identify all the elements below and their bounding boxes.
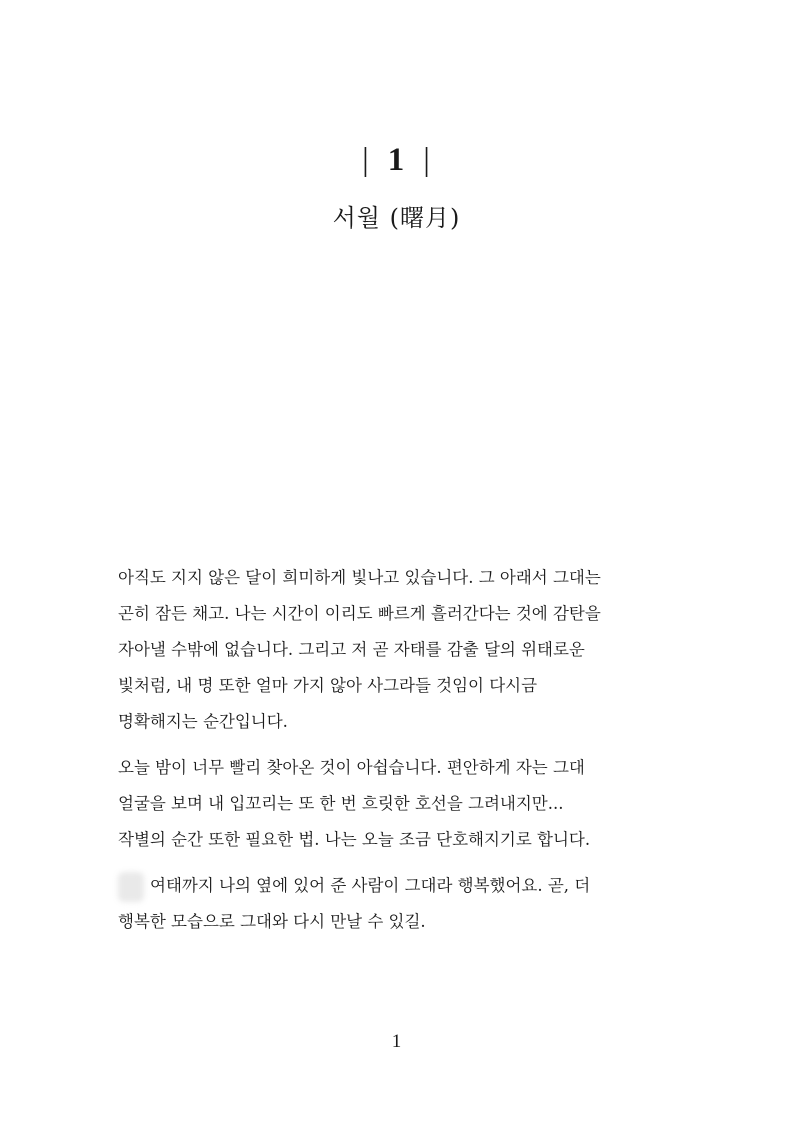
text-line-with-smudge (118, 868, 678, 904)
text-line: 빛처럼, 내 명 또한 얼마 가지 않아 사그라들 것임이 다시금 (118, 676, 538, 695)
text-line: 행복한 모습으로 그대와 다시 만날 수 있길. (118, 912, 426, 931)
text-line: 곤히 잠든 채고. 나는 시간이 이리도 빠르게 흘러간다는 것에 감탄을 (118, 604, 601, 623)
text-line: 아직도 지지 않은 달이 희미하게 빛나고 있습니다. 그 아래서 그대는 (118, 568, 601, 587)
text-line-content: 여태까지 나의 옆에 있어 준 사람이 그대라 행복했어요. 곧, 더 (150, 876, 591, 895)
text-line: 명확해지는 순간입니다. (118, 712, 288, 731)
chapter-number (0, 138, 793, 182)
text-line: 작별의 순간 또한 필요한 법. 나는 오늘 조금 단호해지기로 합니다. (118, 830, 591, 849)
paragraph (118, 560, 678, 740)
body-text (118, 560, 678, 950)
text-line: 자아낼 수밖에 없습니다. 그리고 저 곧 자태를 감출 달의 위태로운 (118, 640, 585, 659)
paragraph (118, 868, 678, 940)
paragraph (118, 750, 678, 858)
text-line: 오늘 밤이 너무 빨리 찾아온 것이 아쉽습니다. 편안하게 자는 그대 (118, 758, 585, 777)
page-number: 1 (391, 1031, 402, 1052)
smudge-mark (118, 872, 144, 902)
chapter-bar-left: | (362, 142, 370, 178)
chapter-number-value: 1 (387, 142, 406, 178)
chapter-bar-right: | (423, 142, 431, 178)
text-line: 얼굴을 보며 내 입꼬리는 또 한 번 흐릿한 호선을 그려내지만... (118, 794, 564, 813)
chapter-title: 서월 (曙月) (332, 204, 461, 232)
